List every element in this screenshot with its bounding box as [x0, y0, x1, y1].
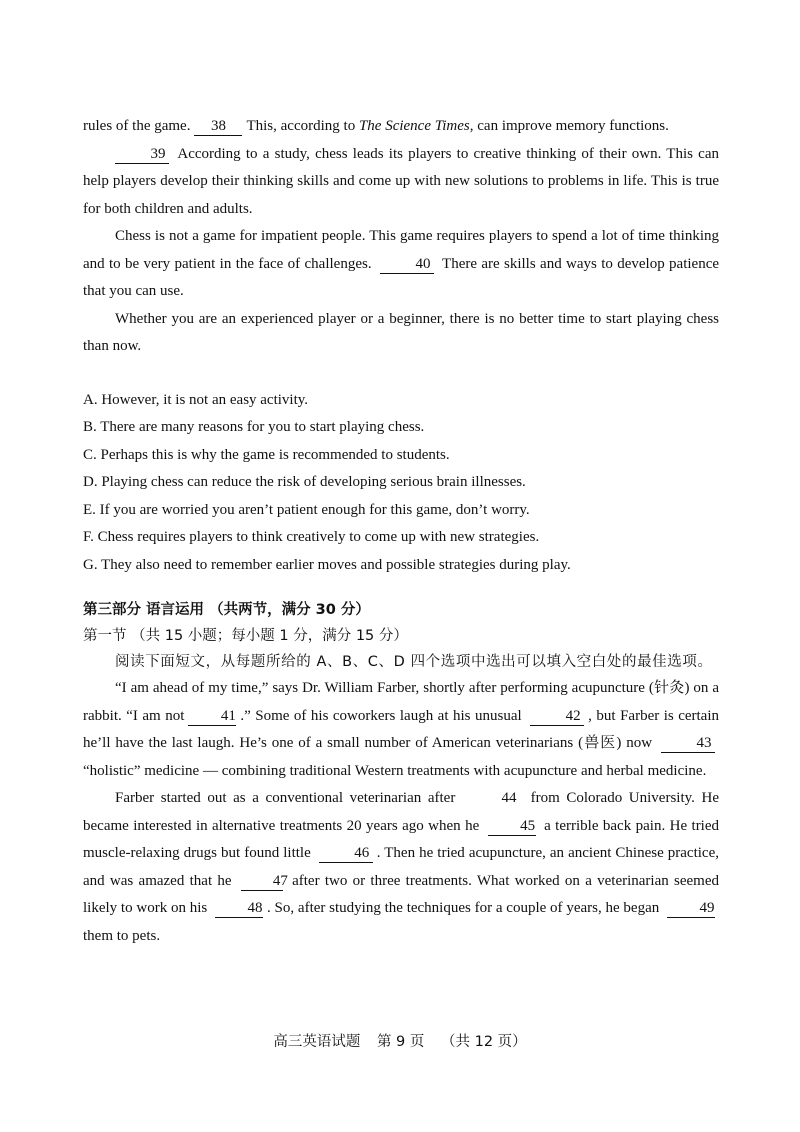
section1-instruction: 阅读下面短文，从每题所给的 A、B、C、D 四个选项中选出可以填入空白处的最佳选项。: [115, 654, 713, 670]
option-c: C. Perhaps this is why the game is recommended to students.: [83, 446, 450, 463]
option-d: D. Playing chess can reduce the risk of developing serious brain illnesses.: [83, 474, 526, 490]
blank-42: 42: [530, 707, 584, 726]
section1-heading: 第一节 （共 15 小题；每小题 1 分，满分 15 分）: [83, 628, 408, 644]
exam-page: [83, 113, 719, 950]
text-run: rules of the game.: [83, 118, 191, 134]
blank-39: 39: [115, 145, 169, 164]
text-run: “holistic” medicine — combining traditional Western treatments with acupuncture and herbal medicine.: [83, 762, 707, 779]
text-run: There are skills and ways to develop patience that you can use.: [83, 255, 720, 299]
footer-total-pages: （共 12 页）: [441, 1034, 527, 1050]
reading-paragraph-2: [83, 141, 719, 224]
text-run: them to pets.: [83, 927, 161, 944]
blank-40: 40: [380, 255, 434, 274]
option-a: A. However, it is not an easy activity.: [83, 391, 309, 408]
footer-title: 高三英语试题: [273, 1034, 361, 1050]
text-run: “I am ahead of my time,” says Dr. William Farber, shortly after performing acupuncture (针灸) on a rabbit. “I am not: [83, 680, 719, 724]
blank-38: 38: [194, 117, 242, 136]
text-run: According to a study, chess leads its players to creative thinking of their own. This can help players develop their thinking skills and come up with new solutions to problems in life. This is true for both children and adults.: [83, 145, 719, 217]
text-run: from Colorado University. He became interested in alternative treatments 20 years ago when he: [83, 790, 720, 834]
blank-49: 49: [667, 899, 715, 918]
blank-41: 41: [188, 707, 236, 726]
reading-paragraph-4: Whether you are an experienced player or a beginner, there is no better time to start playing chess than now.: [83, 310, 719, 354]
text-run: a terrible back pain. He tried muscle-relaxing drugs but found little: [83, 817, 720, 861]
blank-48: 48: [215, 899, 263, 918]
cloze-paragraph-1: [83, 675, 719, 785]
text-run: Chess is not a game for impatient people. This game requires players to spend a lot of time thinking and to be very patient in the face of challenges.: [83, 228, 719, 272]
blank-43: 43: [661, 734, 715, 753]
text-run: , can improve memory functions.: [469, 118, 669, 134]
page-footer: [0, 1030, 800, 1051]
text-run: after two or three treatments. What worked on a veterinarian seemed likely to work on his: [83, 872, 720, 916]
blank-47: 47: [241, 872, 283, 891]
footer-page-number: 第 9 页: [376, 1034, 425, 1050]
option-list: [83, 387, 719, 580]
reading-paragraph-1: [83, 113, 719, 141]
part3-heading: 第三部分 语言运用 （共两节，满分 30 分）: [83, 602, 370, 618]
option-g: G. They also need to remember earlier moves and possible strategies during play.: [83, 556, 571, 573]
source-title: The Science Times: [358, 118, 470, 134]
blank-45: 45: [488, 817, 536, 836]
text-run: . Then he tried acupuncture, an ancient Chinese practice, and was amazed that he: [83, 845, 719, 889]
text-run: This, according to: [246, 118, 359, 134]
option-e: E. If you are worried you aren’t patient enough for this game, don’t worry.: [83, 501, 530, 518]
option-b: B. There are many reasons for you to start playing chess.: [83, 419, 425, 435]
cloze-paragraph-2: [83, 785, 719, 950]
blank-44: 44: [501, 790, 517, 806]
text-run: , but Farber is certain he’ll have the last laugh. He’s one of a small number of American veterinarians (兽医) now: [83, 707, 720, 751]
text-run: Farber started out as a conventional veterinarian after: [115, 790, 456, 806]
text-run: . So, after studying the techniques for a couple of years, he began: [267, 900, 660, 916]
blank-46: 46: [319, 844, 373, 863]
option-f: F. Chess requires players to think creatively to come up with new strategies.: [83, 529, 540, 545]
text-run: .” Some of his coworkers laugh at his unusual: [240, 707, 522, 724]
reading-paragraph-3: [83, 223, 719, 306]
